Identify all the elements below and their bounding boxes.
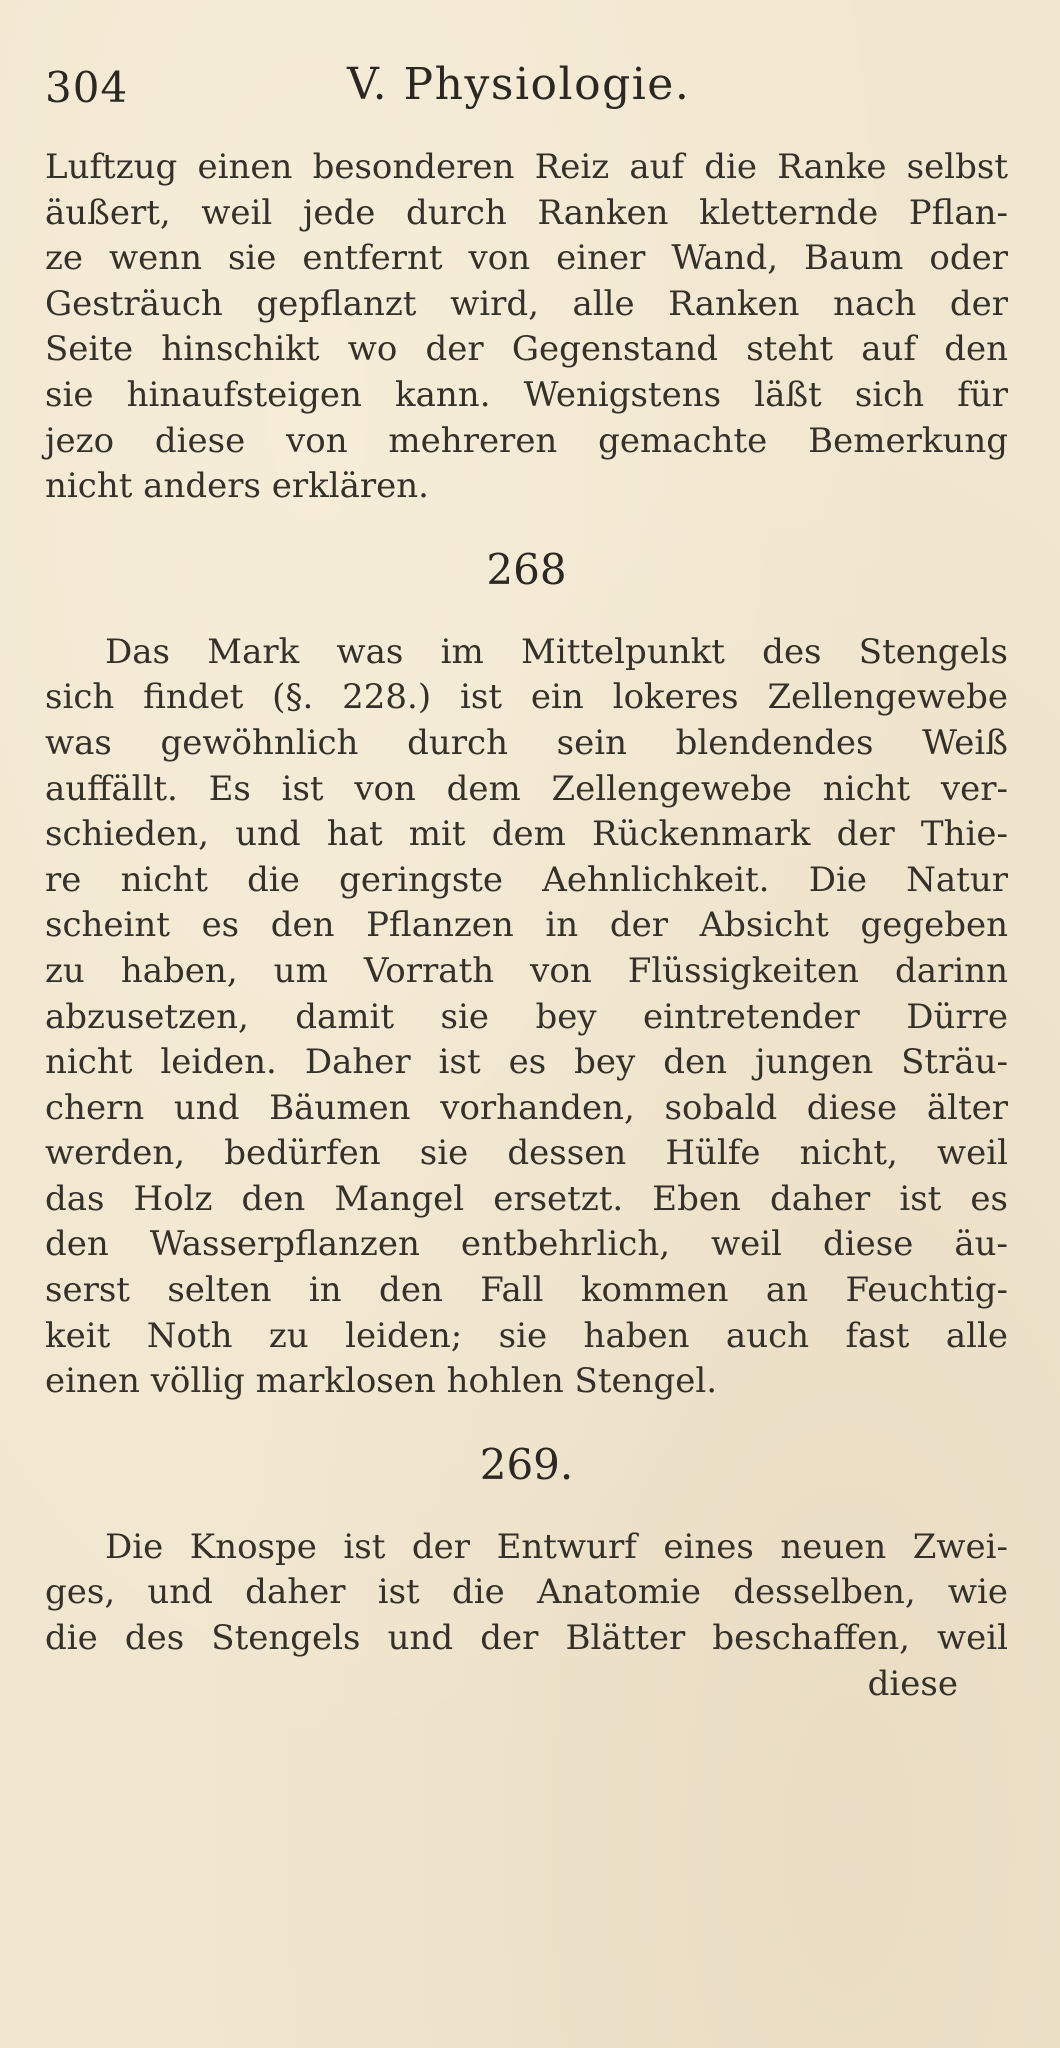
text-line: chern und Bäumen vorhanden, sobald diese älter [45, 1087, 1008, 1128]
text-line: Gesträuch gepflanzt wird, alle Ranken nach der [45, 283, 1008, 324]
text-line: werden, bedürfen sie dessen Hülfe nicht, weil [45, 1133, 1008, 1174]
text-line: ze wenn sie entfernt von einer Wand, Baum oder [45, 238, 1008, 279]
text-line: jezo diese von mehreren gemachte Bemerkung [45, 420, 1008, 461]
page-number: 304 [45, 63, 129, 112]
text-line: Die Knospe ist der Entwurf eines neuen Zwei- [105, 1526, 1008, 1567]
text-line: sich findet (§. 228.) ist ein lokeres Zellengewebe [45, 677, 1008, 718]
text-line: den Wasserpflanzen entbehrlich, weil diese äu- [45, 1224, 1008, 1265]
text-line: serst selten in den Fall kommen an Feuchtig- [45, 1270, 1008, 1311]
text-line: das Holz den Mangel ersetzt. Eben daher ist es [45, 1178, 1008, 1219]
text-line: was gewöhnlich durch sein blendendes Weiß [45, 722, 1008, 763]
text-line: Luftzug einen besonderen Reiz auf die Ranke selbst [45, 147, 1008, 187]
text-line: äußert, weil jede durch Ranken kletternde Pflan- [45, 192, 1008, 233]
text-line: Seite hinschikt wo der Gegenstand steht auf den [45, 329, 1008, 370]
section-number: 269. [479, 1439, 574, 1489]
running-head [45, 55, 1008, 145]
text-line: re nicht die geringste Aehnlichkeit. Die Natur [45, 859, 1008, 900]
text-line: zu haben, um Vorrath von Flüssigkeiten darinn [45, 950, 1008, 991]
text-line: nicht leiden. Daher ist es bey den jungen Sträu- [45, 1042, 1008, 1083]
text-line: scheint es den Pflanzen in der Absicht gegeben [45, 905, 1008, 946]
section-269-paragraph [45, 1525, 1008, 1662]
text-line: einen völlig marklosen hohlen Stengel. [45, 1361, 718, 1402]
catchword: diese [867, 1663, 958, 1704]
text-line: die des Stengels und der Blätter beschaffen, weil [45, 1618, 1008, 1659]
paragraph-continued [45, 145, 1008, 510]
text-line: ges, und daher ist die Anatomie desselben, wie [45, 1572, 1008, 1613]
text-line: Das Mark was im Mittelpunkt des Stengels [105, 631, 1008, 672]
section-number: 268 [486, 544, 567, 594]
text-line: sie hinaufsteigen kann. Wenigstens läßt sich für [45, 374, 1008, 415]
section-268-paragraph [45, 630, 1008, 1405]
text-line: nicht anders erklären. [45, 466, 429, 507]
text-line: keit Noth zu leiden; sie haben auch fast alle [45, 1315, 1008, 1356]
text-line: auffällt. Es ist von dem Zellengewebe nicht ver- [45, 768, 1008, 809]
running-title: V. Physiologie. [347, 59, 691, 110]
text-line: schieden, und hat mit dem Rückenmark der Thie- [45, 814, 1008, 855]
text-line: abzusetzen, damit sie bey eintretender Dürre [45, 996, 1008, 1037]
